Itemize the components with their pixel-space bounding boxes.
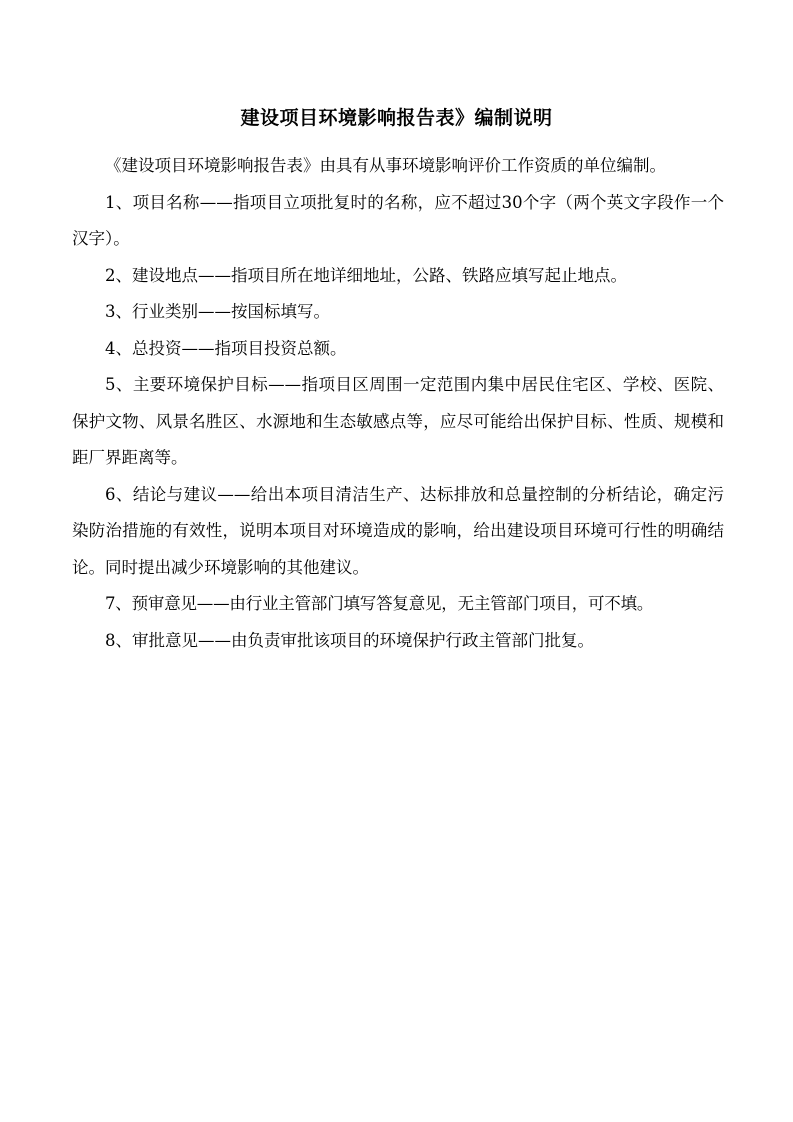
item-conclusions: 6、结论与建议——给出本项目清洁生产、达标排放和总量控制的分析结论，确定污染防治措施的有效性，说明本项目对环境造成的影响，给出建设项目环境可行性的明确结论。同时提出减少环境影响的其他建议。 [72,484,724,577]
item-protection-targets: 5、主要环境保护目标——指项目区周围一定范围内集中居民住宅区、学校、医院、保护文物、风景名胜区、水源地和生态敏感点等，应尽可能给出保护目标、性质、规模和距厂界距离等。 [72,375,724,467]
item-preliminary-review: 7、预审意见——由行业主管部门填写答复意见，无主管部门项目，可不填。 [105,594,654,613]
page-title: 建设项目环境影响报告表》编制说明 [240,107,553,129]
document-body [72,148,724,659]
intro-paragraph: 《建设项目环境影响报告表》由具有从事环境影响评价工作资质的单位编制。 [105,156,666,175]
item-industry-category: 3、行业类别——按国标填写。 [105,302,330,321]
item-project-name: 1、项目名称——指项目立项批复时的名称，应不超过30个字（两个英文字段作一个汉字）。 [72,192,724,248]
item-construction-site: 2、建设地点——指项目所在地详细地址，公路、铁路应填写起止地点。 [105,265,627,285]
item-approval-opinion: 8、审批意见——由负责审批该项目的环境保护行政主管部门批复。 [105,630,594,650]
item-total-investment: 4、总投资——指项目投资总额。 [105,338,347,358]
